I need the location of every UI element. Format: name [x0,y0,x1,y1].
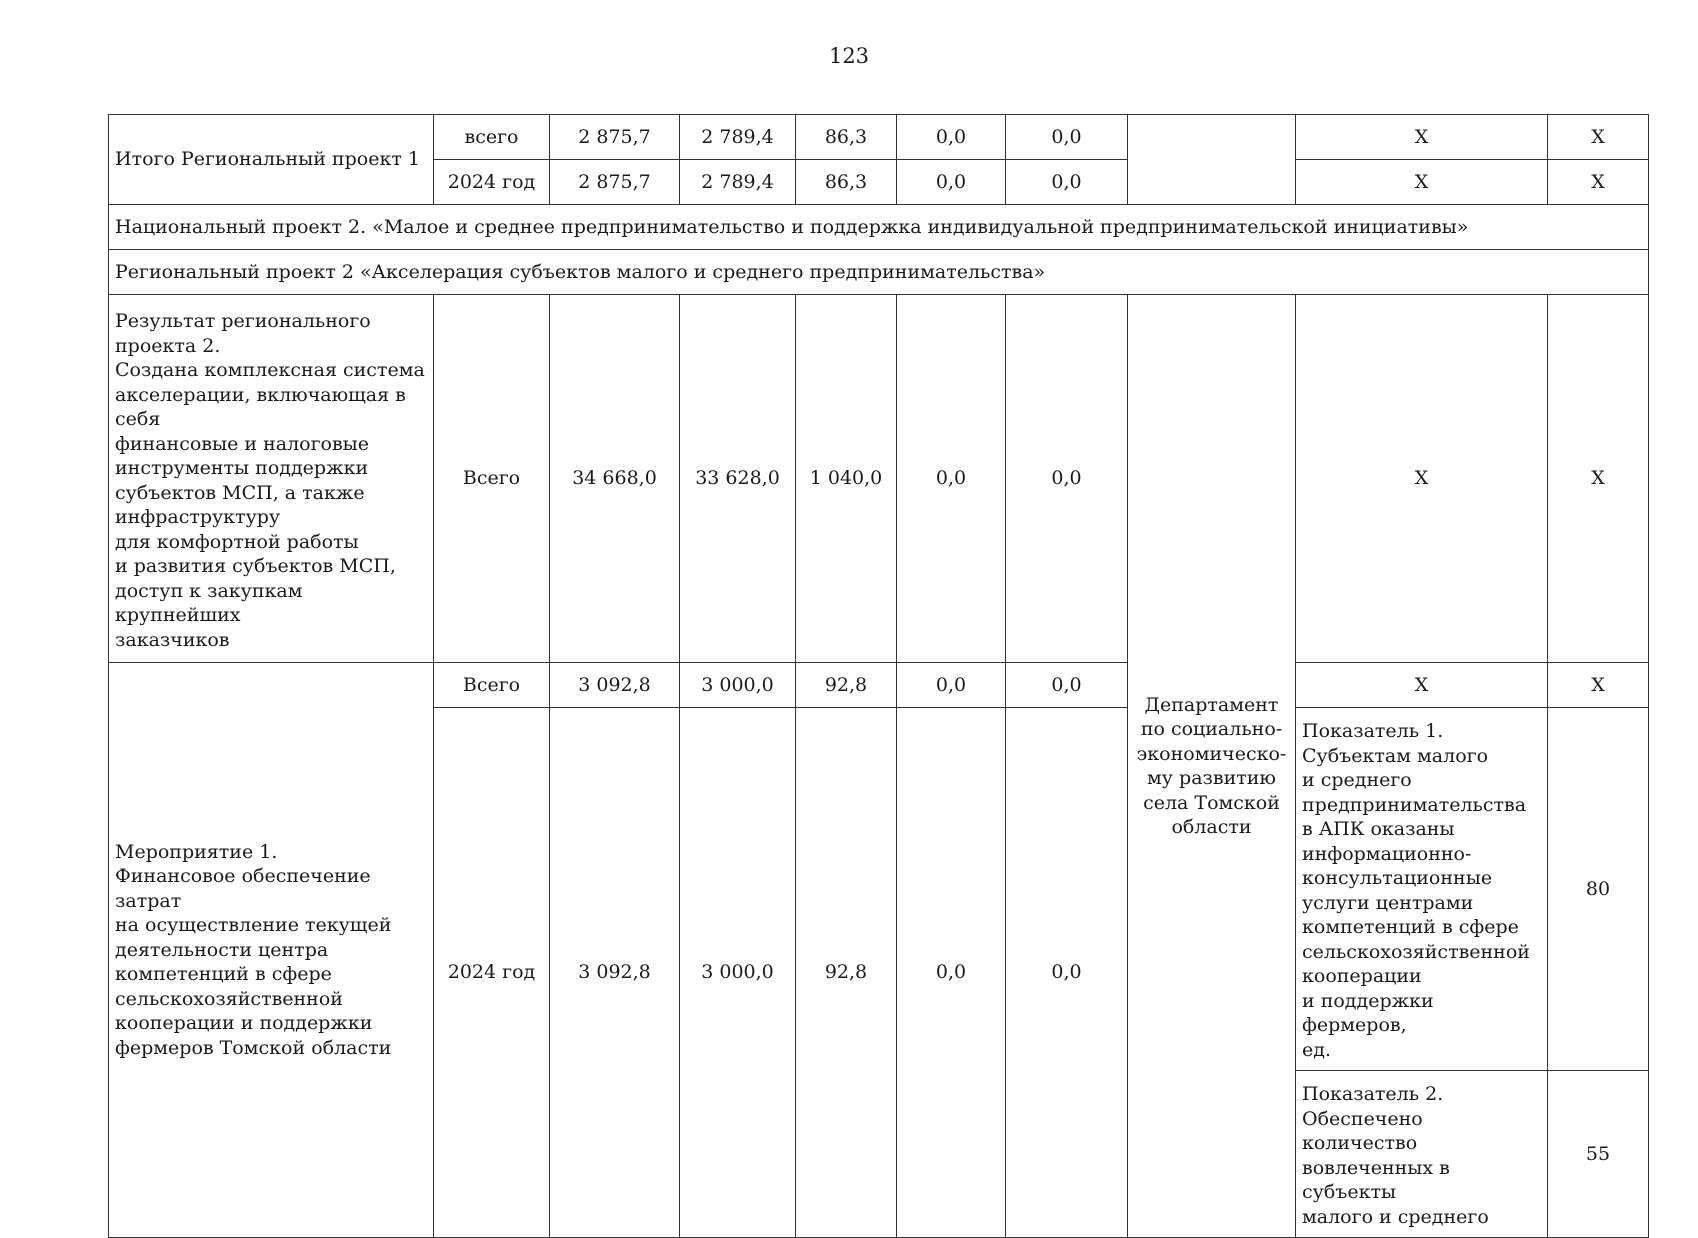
value-cell: 0,0 [897,708,1006,1238]
value-cell: 86,3 [796,115,897,160]
indicator-cell: X [1296,663,1548,708]
value-cell: 3 092,8 [550,708,680,1238]
value-cell: 0,0 [897,663,1006,708]
national-project-heading: Национальный проект 2. «Малое и среднее предпринимательство и поддержка индивидуальной предпринимательской инициативы» [109,205,1649,250]
table-row [109,115,1649,160]
value-cell: 2 875,7 [550,115,680,160]
indicator-1-value: 80 [1548,708,1649,1071]
empty-cell [1128,115,1296,205]
period-cell: 2024 год [434,708,550,1238]
value-cell: 3 000,0 [680,663,796,708]
value-cell: 2 789,4 [680,160,796,205]
page-number: 123 [828,44,870,68]
indicator-2-value: 55 [1548,1071,1649,1238]
value-cell: 92,8 [796,663,897,708]
indicator-cell: X [1296,295,1548,663]
regional-project-heading: Региональный проект 2 «Акселерация субъектов малого и среднего предпринимательства» [109,250,1649,295]
value-cell: 2 789,4 [680,115,796,160]
value-cell: 33 628,0 [680,295,796,663]
value-cell: 0,0 [1006,295,1128,663]
value-cell: 92,8 [796,708,897,1238]
value-cell: 86,3 [796,160,897,205]
indicator-cell: X [1296,160,1548,205]
measure-description: Мероприятие 1. Финансовое обеспечение затрат на осуществление текущей деятельности центра компетенций в сфере сельскохозяйственной кооперации и поддержки фермеров Томской области [109,663,434,1238]
period-cell: Всего [434,663,550,708]
period-cell: 2024 год [434,160,550,205]
value-cell: 0,0 [897,295,1006,663]
department-cell: Департамент по социально- экономическо- му развитию села Томской области [1128,295,1296,1238]
result-description: Результат регионального проекта 2. Создана комплексная система акселерации, включающая в себя финансовые и налоговые инструменты поддержки субъектов МСП, а также инфраструктуру для комфортной работы и развития субъектов МСП, доступ к закупкам крупнейших заказчиков [109,295,434,663]
table-row [109,295,1649,663]
indicator-value-cell: X [1548,160,1649,205]
indicator-value-cell: X [1548,663,1649,708]
table-row [109,250,1649,295]
value-cell: 0,0 [897,160,1006,205]
value-cell: 0,0 [897,115,1006,160]
indicator-value-cell: X [1548,115,1649,160]
table-row [109,663,1649,708]
value-cell: 0,0 [1006,160,1128,205]
indicator-2-text: Показатель 2. Обеспечено количество вовлеченных в субъекты малого и среднего [1296,1071,1548,1238]
value-cell: 3 000,0 [680,708,796,1238]
indicator-value-cell: X [1548,295,1649,663]
indicator-1-text: Показатель 1. Субъектам малого и среднего предпринимательства в АПК оказаны информационно- консультационные услуги центрами компетенций в сфере сельскохозяйственной кооперации и поддержки фермеров, ед. [1296,708,1548,1071]
value-cell: 1 040,0 [796,295,897,663]
value-cell: 34 668,0 [550,295,680,663]
total-rp1-label: Итого Региональный проект 1 [109,115,434,205]
value-cell: 0,0 [1006,663,1128,708]
value-cell: 3 092,8 [550,663,680,708]
indicator-cell: X [1296,115,1548,160]
table-row [109,205,1649,250]
value-cell: 0,0 [1006,115,1128,160]
value-cell: 0,0 [1006,708,1128,1238]
budget-table [108,114,1649,1238]
value-cell: 2 875,7 [550,160,680,205]
period-cell: Всего [434,295,550,663]
period-cell: всего [434,115,550,160]
